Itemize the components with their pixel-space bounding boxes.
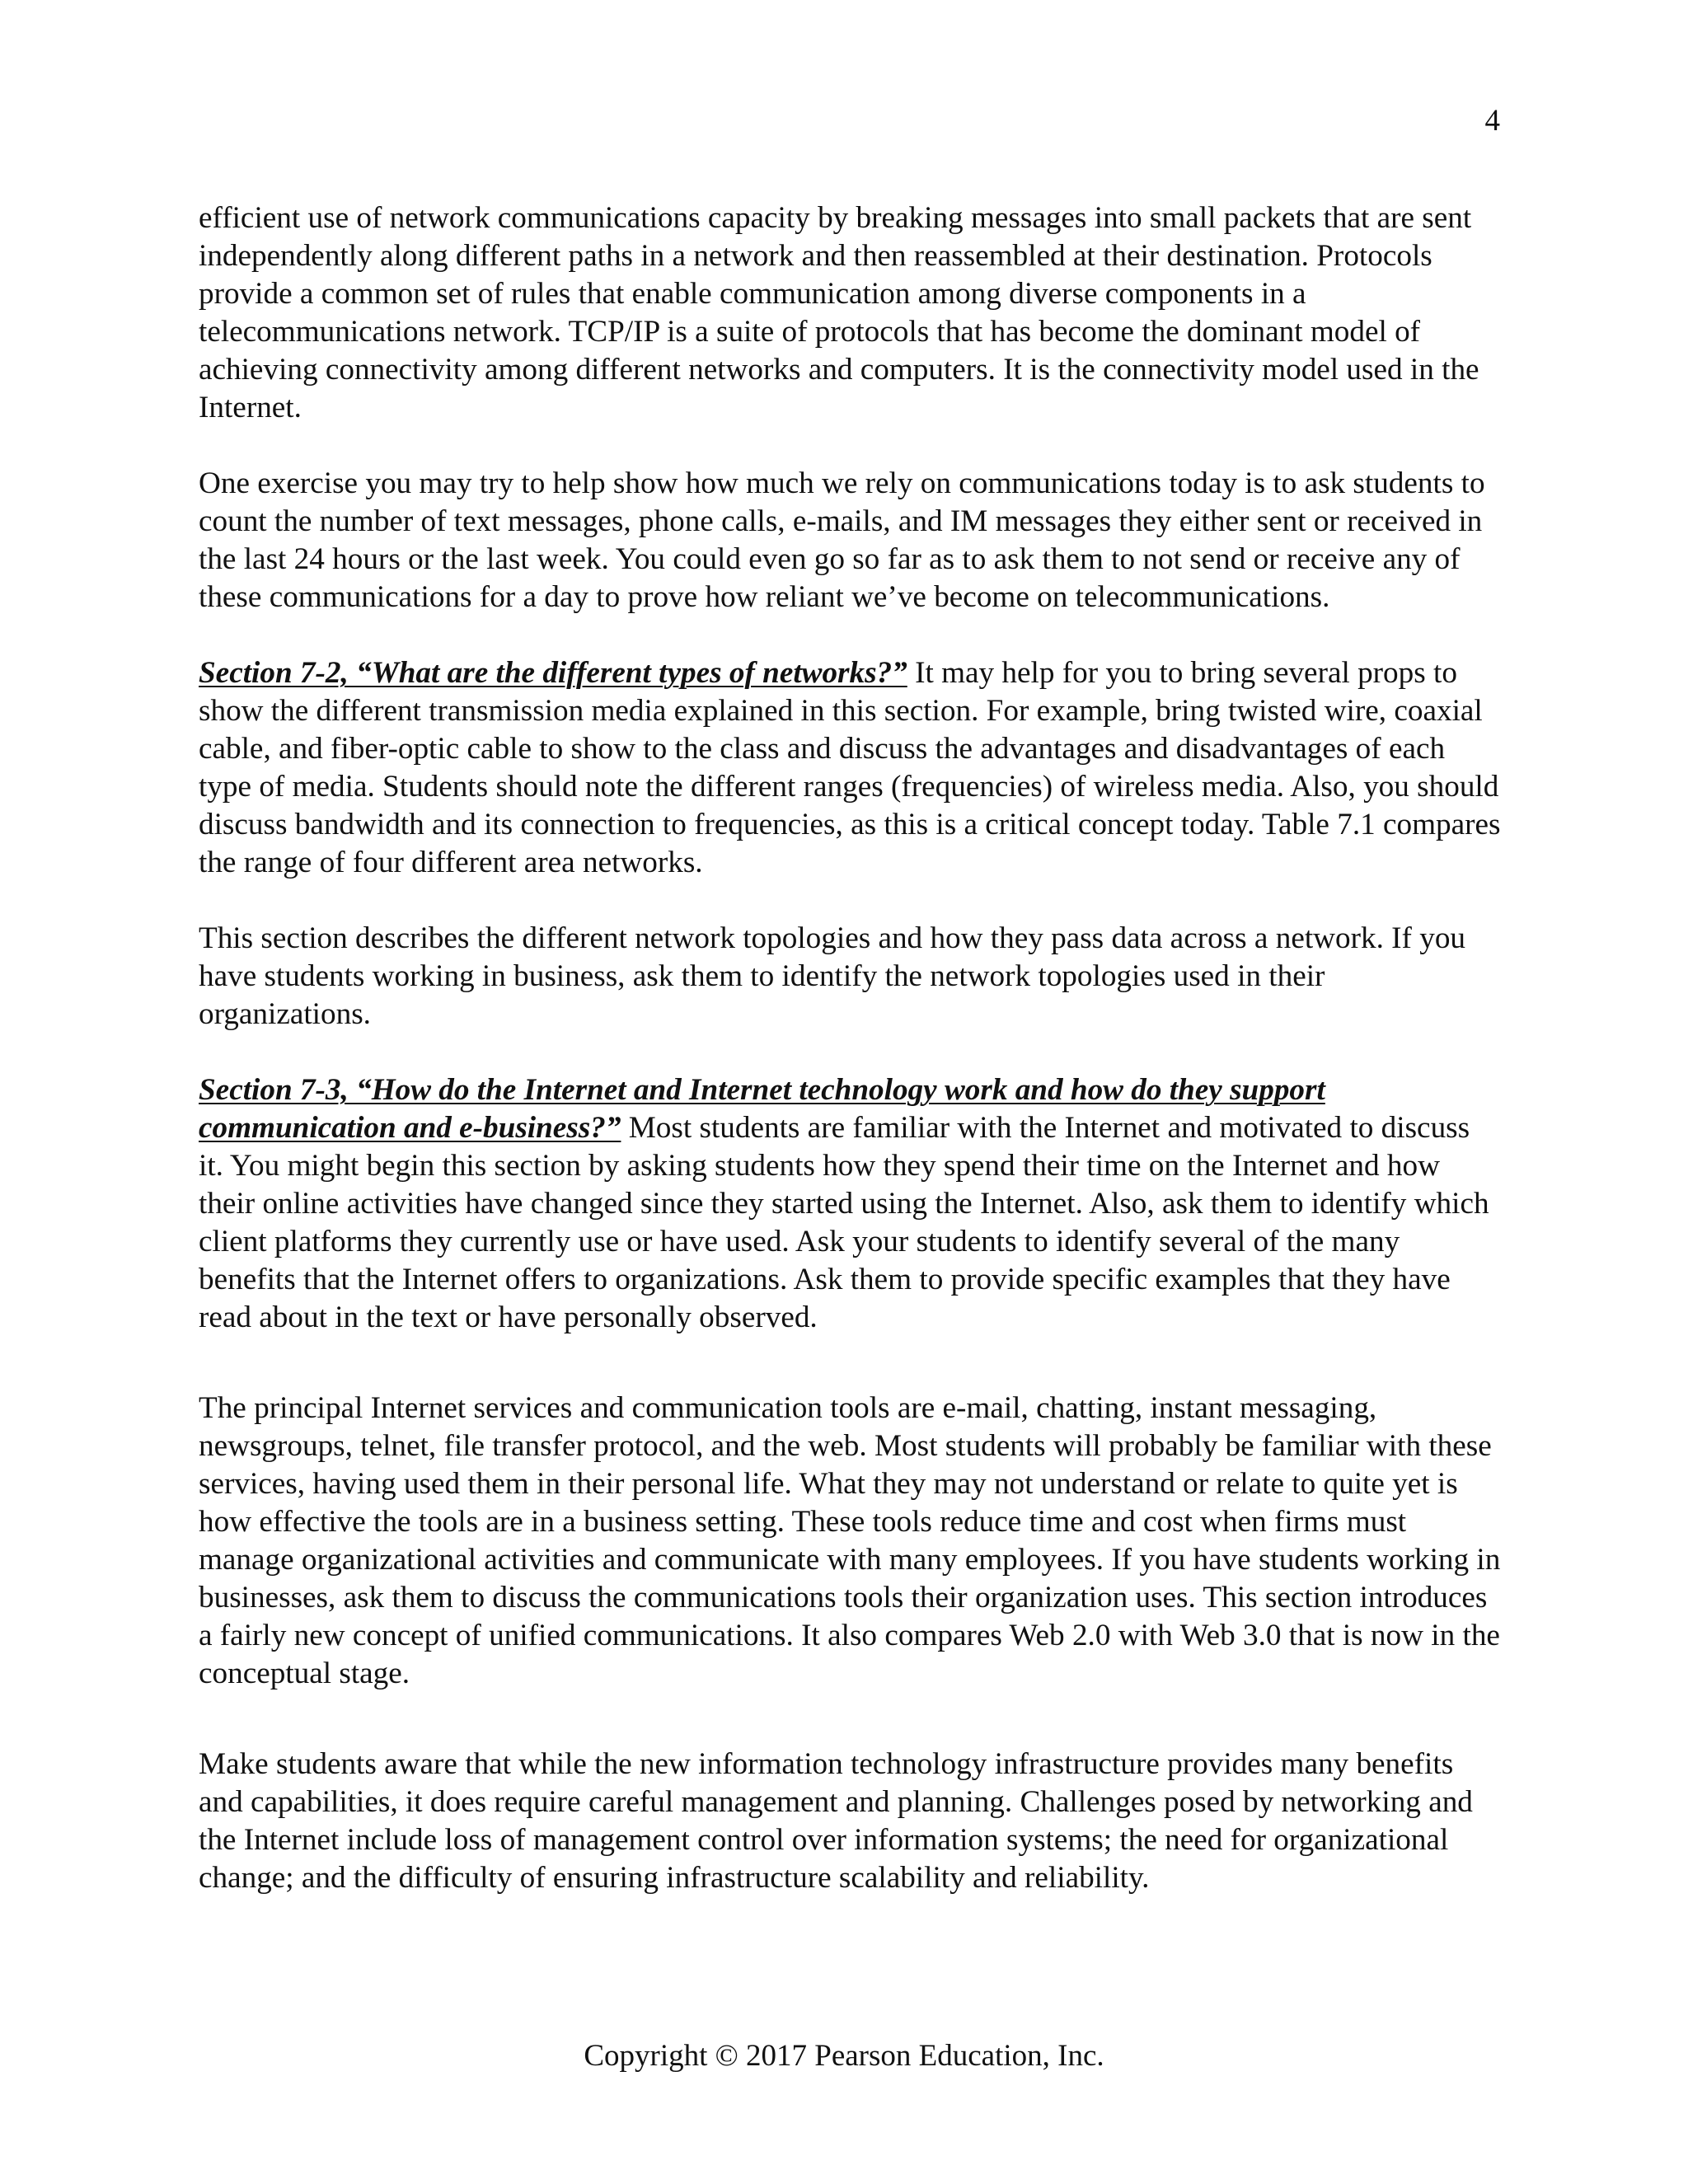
paragraph-section-7-3 <box>199 1071 1501 1337</box>
paragraph-gap <box>199 1693 1501 1746</box>
paragraph-gap <box>199 1337 1501 1390</box>
paragraph-gap <box>199 1033 1501 1071</box>
paragraph-gap <box>199 616 1501 654</box>
paragraph-network-topologies: This section describes the different network topologies and how they pass data across a network. If you have students working in business, ask them to identify the network topologies used in their organizations. <box>199 921 1466 1031</box>
paragraph-gap <box>199 427 1501 465</box>
paragraph-section-7-2 <box>199 654 1501 882</box>
paragraph-gap <box>199 882 1501 920</box>
paragraph-communications-exercise: One exercise you may try to help show how much we rely on communications today is to ask students to count the number of text messages, phone calls, e-mails, and IM messages they either sent or received in the last 24 hours or the last week. You could even go so far as to ask them to not send or receive any of these communications for a day to prove how reliant we’ve become on telecommunications. <box>199 466 1485 614</box>
copyright-footer: Copyright © 2017 Pearson Education, Inc. <box>584 2039 1104 2073</box>
section-7-2-heading: Section 7-2, “What are the different types of networks?” <box>199 656 907 690</box>
paragraph-internet-services: The principal Internet services and communication tools are e-mail, chatting, instant messaging, newsgroups, telnet, file transfer protocol, and the web. Most students will probably be familiar with these services, having used them in their personal life. What they may not understand or relate to quite yet is how effective the tools are in a business setting. These tools reduce time and cost when firms must manage organizational activities and communicate with many employees. If you have students working in businesses, ask them to discuss the communications tools their organization uses. This section introduces a fairly new concept of unified communications. It also compares Web 2.0 with Web 3.0 that is now in the conceptual stage. <box>199 1391 1501 1690</box>
paragraph-challenges: Make students aware that while the new information technology infrastructure provides many benefits and capabilities, it does require careful management and planning. Challenges posed by networking and the Internet include loss of management control over information systems; the need for organizational change; and the difficulty of ensuring infrastructure scalability and reliability. <box>199 1747 1473 1895</box>
section-7-2-body: It may help for you to bring several props to show the different transmission media explained in this section. For example, bring twisted wire, coaxial cable, and fiber-optic cable to show to the class and discuss the advantages and disadvantages of each type of media. Students should note the different ranges (frequencies) of wireless media. Also, you should discuss bandwidth and its connection to frequencies, as this is a critical concept today. Table 7.1 compares the range of four different area networks. <box>199 656 1501 879</box>
document-body <box>199 199 1501 1897</box>
paragraph-packet-switching: efficient use of network communications capacity by breaking messages into small packets that are sent independently along different paths in a network and then reassembled at their destination. Protocols provide a common set of rules that enable communication among diverse components in a telecommunications network. TCP/IP is a suite of protocols that has become the dominant model of achieving connectivity among different networks and computers. It is the connectivity model used in the Internet. <box>199 201 1479 424</box>
section-7-3-heading: Section 7-3, “How do the Internet and Internet technology work and how do they support communication and e-business?” <box>199 1073 1325 1145</box>
page-number: 4 <box>1484 104 1500 138</box>
section-7-3-body: Most students are familiar with the Internet and motivated to discuss it. You might begin this section by asking students how they spend their time on the Internet and how their online activities have changed since they started using the Internet. Also, ask them to identify which client platforms they currently use or have used. Ask your students to identify several of the many benefits that the Internet offers to organizations. Ask them to provide specific examples that they have read about in the text or have personally observed. <box>199 1111 1489 1334</box>
